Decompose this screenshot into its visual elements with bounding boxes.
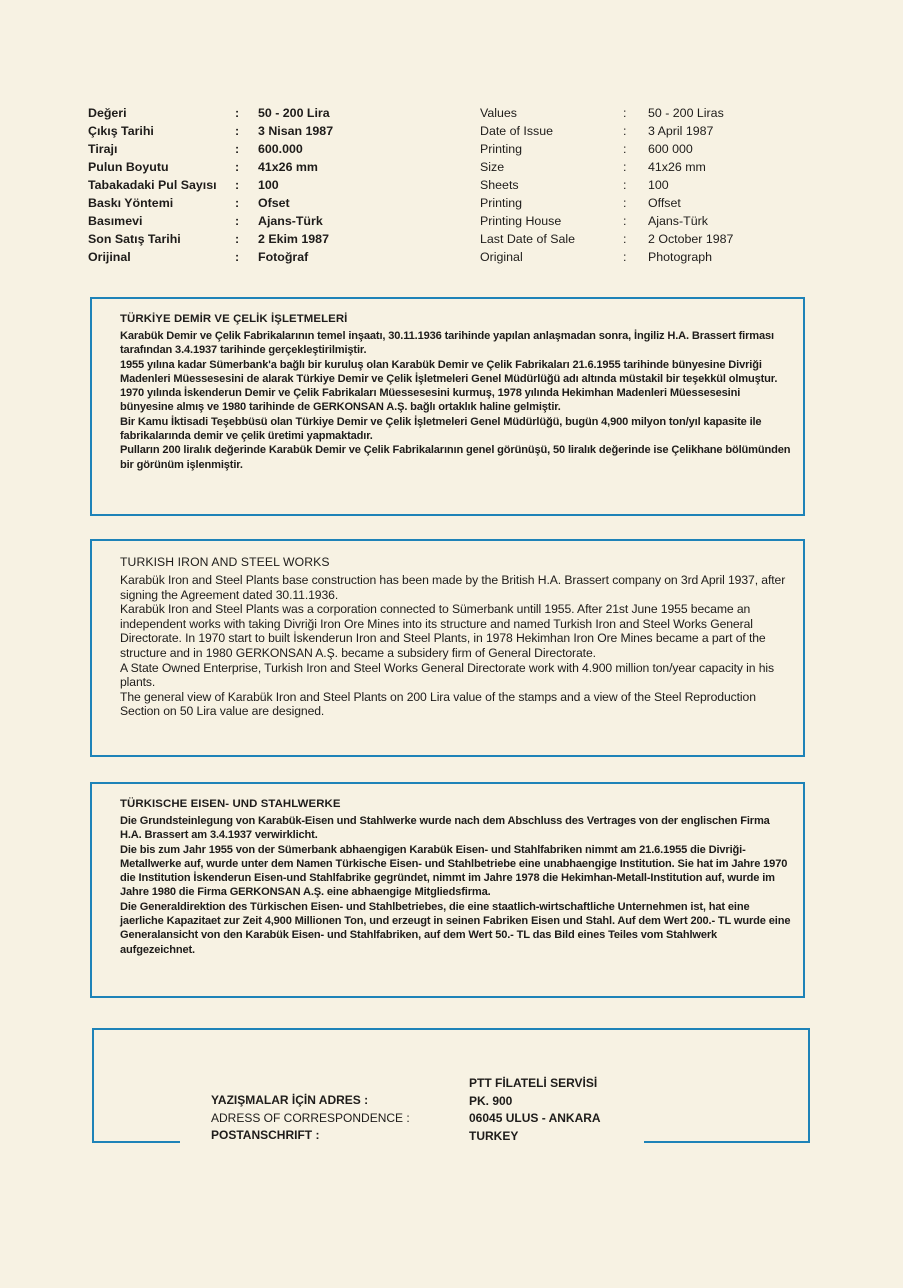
spec-row [480,158,733,176]
turkish-paragraph: Karabük Demir ve Çelik Fabrikalarının temel inşaatı, 30.11.1936 tarihinde yapılan anlaşmadan sonra, İngiliz H.A. Brassert firması tarafından 3.4.1937 tarihinde gerçekleştirilmiştir. [120,330,774,357]
spec-colon: : [623,196,627,210]
frame-divider [92,1141,180,1143]
spec-colon: : [623,142,627,156]
spec-label: Son Satış Tarihi [88,232,181,246]
spec-label: Orijinal [88,250,131,264]
spec-value: 50 - 200 Lira [258,106,330,120]
spec-label: Değeri [88,106,127,120]
german-paragraph: Die bis zum Jahr 1955 von der Sümerbank abhaengigen Karabük Eisen- und Stahlfabriken nimmt am 21.6.1955 die Divriği- Metallwerke auf, wurde unter dem Namen Türkische Eisen- und Stahlbetriebe eine unabhaengige Institution. Sie hat im Jahre 1970 die Institution İskenderun Eisen-und Stahlfabrike gegründet, nimmt im Jahre 1978 die Hekimhan-Metall-Institution auf, wurde im Jahre 1980 die Firma GERKONSAN A.Ş. eine abhaengige Mitgliedsfirma. [120,843,788,899]
spec-label: Çıkış Tarihi [88,124,154,138]
spec-colon: : [235,106,240,120]
english-paragraph: The general view of Karabük Iron and Steel Plants on 200 Lira value of the stamps and a view of the Steel Reproduction Section on 50 Lira value are designed. [120,689,756,719]
spec-colon: : [235,214,240,228]
spec-colon: : [623,232,627,246]
spec-row [88,248,333,266]
spec-label: Size [480,160,505,174]
spec-row [88,158,333,176]
spec-value: Fotoğraf [258,250,309,264]
english-text-content [120,555,793,719]
address-frame [92,1028,810,1143]
spec-colon: : [623,106,627,120]
spec-row [88,230,333,248]
spec-row [88,104,333,122]
spec-row [88,194,333,212]
english-title: TURKISH IRON AND STEEL WORKS [120,555,330,569]
spec-row [88,140,333,158]
turkish-text-box [90,297,805,516]
spec-row [480,176,733,194]
spec-label: Printing [480,196,523,210]
spec-label: Tirajı [88,142,118,156]
german-paragraph: Die Generaldirektion des Türkischen Eisen- und Stahlbetriebes, die eine staatlich-wirtschaftliche Unternehmen ist, hat eine jaerliche Kapazitaet zur Zeit 4,900 Millionen Ton, und erzeugt in seinen Fabriken Eisen und Stahl. Auf dem Wert 200.- TL wurde eine Generalansicht von den Karabük Eisen- und Stahlfabriken, auf dem Wert 50.- TL das Bild eines Teiles vom Stahlwerk aufgezeichnet. [120,900,791,956]
spec-label: Basımevi [88,214,143,228]
address-line: PK. 900 [469,1093,513,1108]
address-line: 06045 ULUS - ANKARA [469,1111,601,1125]
spec-colon: : [623,250,627,264]
spec-row [480,194,733,212]
spec-value: Photograph [648,250,713,264]
spec-label: Sheets [480,178,519,192]
spec-value: 41x26 mm [648,160,706,174]
address-label-german: POSTANSCHRIFT : [211,1128,320,1142]
address-label-english: ADRESS OF CORRESPONDENCE : [211,1110,410,1125]
spec-colon: : [235,232,240,246]
spec-label: Printing [480,142,523,156]
spec-row [88,122,333,140]
specs-turkish [88,104,333,266]
spec-colon: : [623,124,627,138]
spec-value: Ajans-Türk [258,214,323,228]
english-paragraph: Karabük Iron and Steel Plants was a corporation connected to Sümerbank untill 1955. After 21st June 1955 became an independent works with taking Divriği Iron Ore Mines into its structure and named Turkish Iron and Steel Works General Directorate. In 1970 start to built İskenderun Iron and Steel Plants, in 1978 Hekimhan Iron Ore Mines became a part of the structure and in 1980 GERKONSAN A.Ş. became a subsidery firm of General Directorate. [120,602,766,660]
english-paragraph: Karabük Iron and Steel Plants base construction has been made by the British H.A. Brassert company on 3rd April 1937, after signing the Agreement dated 30.11.1936. [120,573,786,602]
german-text-box [90,782,805,998]
spec-label: Pulun Boyutu [88,160,169,174]
spec-value: 2 October 1987 [648,232,734,246]
spec-value: 100 [648,178,669,192]
spec-value: 600.000 [258,142,303,156]
spec-colon: : [623,178,627,192]
spec-colon: : [623,160,627,174]
spec-colon: : [235,160,240,174]
frame-divider [644,1141,810,1143]
spec-value: Offset [648,196,681,210]
frame-divider [92,1028,810,1030]
spec-row [480,140,733,158]
turkish-text-content [120,313,793,472]
english-paragraph: A State Owned Enterprise, Turkish Iron and Steel Works General Directorate work with 4.900 million ton/year capacity in his plants. [120,660,775,690]
spec-colon: : [235,250,240,264]
spec-row [480,122,733,140]
spec-row [480,212,733,230]
spec-colon: : [235,196,240,210]
spec-label: Values [480,106,517,120]
spec-value: 3 Nisan 1987 [258,124,334,138]
frame-divider [92,1028,94,1143]
spec-label: Tabakadaki Pul Sayısı [88,178,217,192]
spec-row [480,104,733,122]
spec-value: 41x26 mm [258,160,318,174]
address-label-turkish: YAZIŞMALAR İÇİN ADRES : [211,1093,369,1107]
turkish-paragraph: 1955 yılına kadar Sümerbank'a bağlı bir kuruluş olan Karabük Demir ve Çelik Fabrikaları 21.6.1955 tarihinde bünyesine Divriği Madenleri Müessesesini de alarak Türkiye Demir ve Çelik İşletmeleri Genel Müdürlüğü adı altında müstakil bir teşekkül olmuştur. 1970 yılında İskenderun Demir ve Çelik Fabrikaları Müessesesini kurmuş, 1978 yılında Hekimhan Madenleri Müessesesini bünyesine almış ve 1980 tarihinde de GERKONSAN A.Ş. bağlı ortaklık haline gelmiştir. [120,358,778,414]
spec-row [480,248,733,266]
spec-value: 100 [258,178,279,192]
spec-colon: : [235,178,240,192]
spec-value: Ajans-Türk [648,214,708,228]
turkish-title: TÜRKİYE DEMİR VE ÇELİK İŞLETMELERİ [120,313,348,325]
spec-label: Baskı Yöntemi [88,196,174,210]
spec-row [480,230,733,248]
specs-english [480,104,733,266]
spec-label: Printing House [480,214,562,228]
address-values [469,1075,601,1145]
german-text-content [120,798,793,957]
spec-label: Last Date of Sale [480,232,576,246]
english-text-box [90,539,805,757]
address-labels [211,1092,410,1145]
address-line: TURKEY [469,1128,519,1143]
turkish-paragraph: Pulların 200 liralık değerinde Karabük Demir ve Çelik Fabrikalarının genel görünüşü, 50 liralık değerinde ise Çelikhane bölümünden bir görünüm işlenmiştir. [120,444,791,471]
spec-row [88,176,333,194]
spec-label: Date of Issue [480,124,554,138]
spec-value: 600 000 [648,142,693,156]
spec-label: Original [480,250,523,264]
address-line: PTT FİLATELİ SERVİSİ [469,1076,598,1090]
spec-value: 2 Ekim 1987 [258,232,329,246]
german-title: TÜRKISCHE EISEN- UND STAHLWERKE [120,798,341,810]
spec-value: 3 April 1987 [648,124,714,138]
spec-row [88,212,333,230]
german-paragraph: Die Grundsteinlegung von Karabük-Eisen und Stahlwerke wurde nach dem Abschluss des Vertrages von der englischen Firma H.A. Brassert am 3.4.1937 verwirklicht. [120,815,770,842]
spec-value: 50 - 200 Liras [648,106,724,120]
frame-divider [808,1028,810,1143]
spec-colon: : [623,214,627,228]
spec-value: Ofset [258,196,290,210]
spec-colon: : [235,142,240,156]
spec-colon: : [235,124,240,138]
turkish-paragraph: Bir Kamu İktisadi Teşebbüsü olan Türkiye Demir ve Çelik İşletmeleri Genel Müdürlüğü, bugün 4,900 milyon ton/yıl kapasite ile fabrikalarında demir ve çelik üretimi yapmaktadır. [120,415,762,443]
